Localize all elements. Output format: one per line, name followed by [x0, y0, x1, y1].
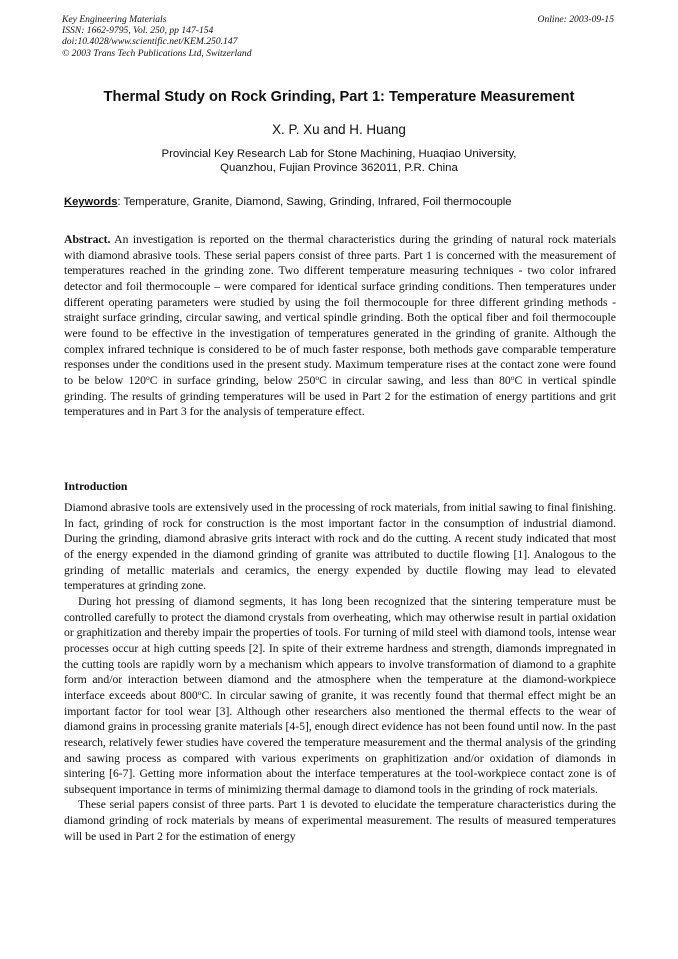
author-affiliation	[0, 147, 678, 175]
paper-title: Thermal Study on Rock Grinding, Part 1: Temperature Measurement	[103, 89, 575, 105]
intro-paragraph-2-part-b: C. In circular sawing of granite, it was recently found that thermal effect might be an important factor for tool wear [3]. Although other researchers also mentioned the thermal effects to the wear of diamond grains in processing granite materials [4-5], enough direct evidence has not been found until now. In the past research, relatively fewer studies have covered the temperature measurement and the thermal analysis of the grinding and sawing process as compared with various experiments on graphitization and/or oxidation of diamonds in sintering [6-7]. Getting more information about the interface temperatures at the tool-workpiece contact zone is of subsequent importance in terms of minimizing thermal damage to diamond tools in the grinding of rock materials.	[64, 688, 617, 796]
keywords-label: Keywords	[64, 196, 118, 208]
intro-paragraph-2	[64, 594, 616, 798]
keywords-list: : Temperature, Granite, Diamond, Sawing, Grinding, Infrared, Foil thermocouple	[117, 196, 512, 208]
affiliation-line-2: Quanzhou, Fujian Province 362011, P.R. China	[220, 162, 458, 174]
abstract-text-2: C in surface grinding, below 250	[149, 373, 316, 387]
degree-sup-1: o	[146, 372, 150, 382]
abstract-text-4: C in vertical spindle grinding. The results of grinding temperatures will be used in Part 2 for the estimation of energy partitions and grit temperatures and in Part 3 for the analysis of temperature effect.	[64, 373, 617, 419]
intro-paragraph-2-part-a: During hot pressing of diamond segments, it has long been recognized that the sintering temperature must be controlled carefully to protect the diamond crystals from overheating, which may otherwise result in partial oxidation or graphitization and thereby impair the properties of tools. For turning of mild steel with diamond tools, intense wear processes occur at high cutting speeds [2]. In spite of their extreme hardness and strength, diamonds impregnated in the cutting tools are rapidly worn by a mechanism which appears to involve transformation of diamond to a graphite form and/or interaction between diamond and the atmosphere when the temperature at the diamond-workpiece interface exceeds about 800	[64, 594, 616, 702]
affiliation-line-1: Provincial Key Research Lab for Stone Machining, Huaqiao University,	[161, 148, 517, 160]
online-date: Online: 2003-09-15	[537, 14, 614, 25]
journal-header	[62, 14, 252, 59]
abstract-text-1: An investigation is reported on the thermal characteristics during the grinding of natural rock materials with diamond abrasive tools. These serial papers consist of three parts. Part 1 is concerned with the measurement of temperatures reached in the grinding zone. Two different temperature measuring techniques - two color infrared detector and foil thermocouple – were compared for identical surface grinding conditions. Then temperatures under different operating parameters were studied by using the foil thermocouple for three different grinding methods - straight surface grinding, circular sawing, and vertical spindle grinding. Both the optical fiber and foil thermocouple were found to be effective in the investigation of temperatures generated in the grinding of granite. Although the complex infrared technique is considered to be of much faster response, both methods gave comparable temperature responses under the conditions used in the present study. Maximum temperature rises at the contact zone were found to be below 120	[64, 233, 616, 387]
journal-issn: ISSN: 1662-9795, Vol. 250, pp 147-154	[62, 25, 214, 37]
degree-sup-4: o	[197, 687, 202, 697]
keywords-line	[64, 195, 616, 209]
journal-doi: doi:10.4028/www.scientific.net/KEM.250.147	[62, 36, 238, 48]
journal-name: Key Engineering Materials	[62, 14, 167, 25]
intro-paragraph-1: Diamond abrasive tools are extensively used in the processing of rock materials, from initial sawing to final finishing. In fact, grinding of rock for construction is the most important factor in the consumption of industrial diamond. During the grinding, diamond abrasive grits interact with rock and do the cutting. A recent study indicated that most of the energy expended in the diamond grinding of granite was attributed to ductile flowing [1]. Analogous to the grinding of metallic materials and ceramics, the energy expended by ductile flowing may lead to elevated temperatures at grinding zone.	[64, 501, 616, 593]
abstract	[64, 232, 616, 420]
introduction-heading: Introduction	[64, 480, 128, 493]
introduction-body	[64, 500, 616, 844]
degree-sup-2: o	[315, 372, 320, 382]
abstract-label: Abstract.	[64, 233, 111, 246]
paper-authors: X. P. Xu and H. Huang	[272, 122, 406, 137]
degree-sup-3: o	[510, 372, 515, 382]
abstract-text-3: C in circular sawing, and less than 80	[319, 373, 511, 387]
intro-paragraph-3: These serial papers consist of three parts. Part 1 is devoted to elucidate the temperature characteristics during the diamond grinding of rock materials by means of experimental measurement. The results of measured temperatures will be used in Part 2 for the estimation of energy	[64, 798, 616, 843]
journal-copyright: © 2003 Trans Tech Publications Ltd, Switzerland	[62, 47, 252, 59]
